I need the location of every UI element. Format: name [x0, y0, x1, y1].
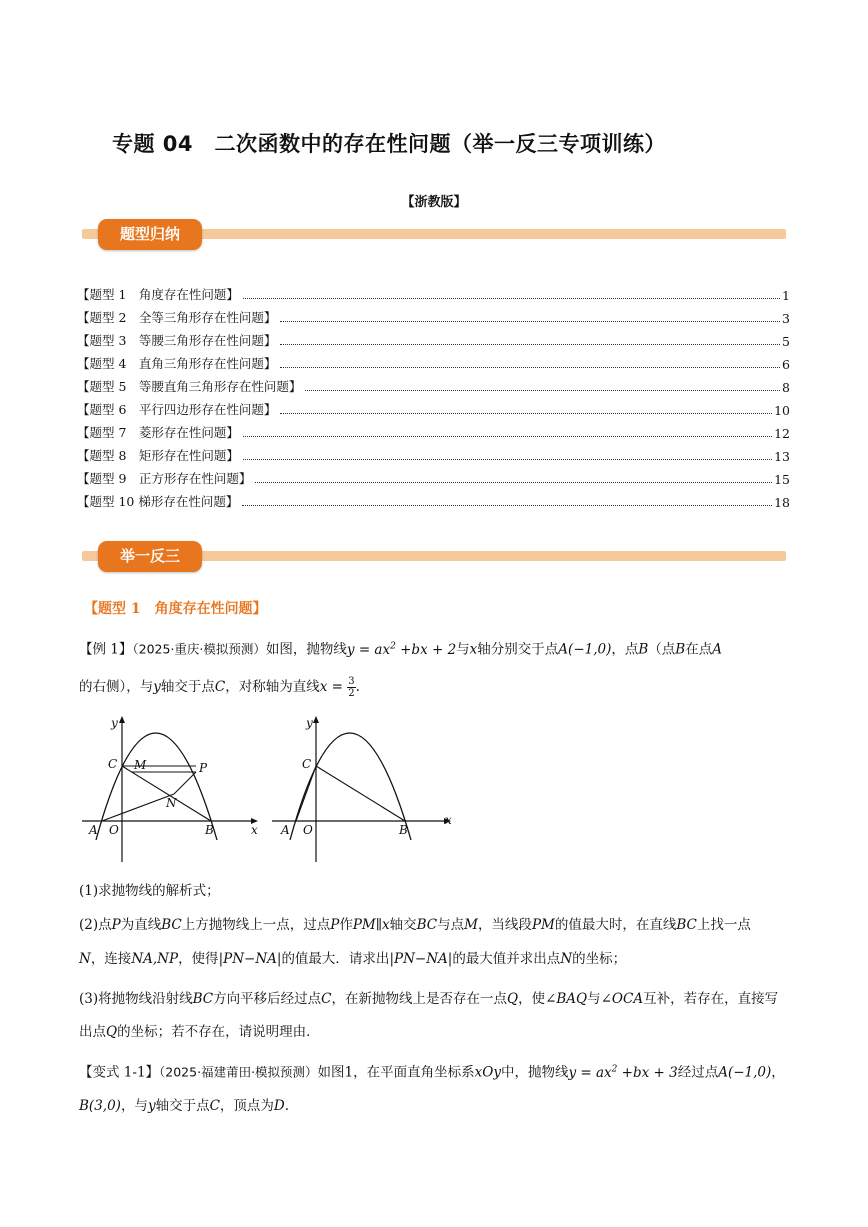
- toc-item[interactable]: [77, 398, 790, 418]
- label-y: y: [306, 716, 313, 730]
- math-var: ∠BAQ: [545, 991, 588, 1007]
- text-run: ，点: [611, 641, 639, 658]
- math-var: C: [209, 1097, 220, 1114]
- toc-item-label: 【题型 2 全等三角形存在性问题】: [77, 310, 277, 325]
- text-run: ，使得: [178, 951, 219, 967]
- text-run: ，当线段: [477, 917, 532, 933]
- toc-item-page: 3: [782, 311, 790, 326]
- text-run: 与点: [437, 917, 465, 933]
- toc-leader: [305, 390, 780, 391]
- text-run: 作: [339, 917, 353, 933]
- text-run: 轴交于点: [155, 1097, 210, 1114]
- line-bc: [316, 766, 405, 821]
- text-run: 在点: [685, 641, 713, 658]
- toc-item-page: 12: [774, 426, 790, 441]
- math-var: C: [321, 991, 332, 1007]
- math-var: P: [111, 917, 121, 933]
- math-var: |PN−NA|: [218, 951, 282, 967]
- y-axis-arrow: [119, 716, 125, 723]
- label-b: B: [205, 823, 214, 837]
- question-3: [79, 983, 791, 1049]
- text-run: .: [355, 679, 360, 695]
- math-var: xOy: [474, 1064, 501, 1081]
- text-run: 与: [587, 991, 601, 1007]
- label-o: O: [109, 823, 119, 837]
- line-pn: [174, 772, 196, 794]
- example-1-figures: [78, 712, 468, 867]
- toc-item-page: 13: [774, 449, 790, 464]
- text-run: (2)点: [79, 917, 112, 933]
- toc-item-page: 8: [782, 380, 790, 395]
- page-title: 专题 04 二次函数中的存在性问题（举一反三专项训练）: [112, 132, 667, 156]
- example-1-text: [79, 635, 791, 661]
- math-var: BC: [161, 917, 182, 933]
- y-axis-arrow: [313, 716, 319, 723]
- toc-item[interactable]: [77, 375, 790, 395]
- text-run: 为直线: [120, 917, 162, 933]
- example-tag: 【例 1】: [79, 641, 133, 658]
- text-run: 轴分别交于点: [477, 641, 559, 658]
- math-run: +bx + 3: [617, 1064, 678, 1081]
- text-run: 如图，抛物线: [265, 641, 347, 658]
- toc-item[interactable]: [77, 306, 790, 326]
- toc-item-label: 【题型 10 梯形存在性问题】: [77, 494, 239, 509]
- text-run: ，连接: [90, 951, 132, 967]
- toc-item-label: 【题型 6 平行四边形存在性问题】: [77, 402, 277, 417]
- question-2-line2: [79, 948, 791, 970]
- text-run: 轴交: [389, 917, 417, 933]
- text-run: ，在新抛物线上是否存在一点: [331, 991, 507, 1007]
- math-var: A(−1,0): [718, 1064, 772, 1081]
- math-var: NA,NP: [131, 951, 179, 967]
- text-run: ，对称轴为直线: [225, 679, 320, 695]
- figure-1: [82, 716, 258, 862]
- text-run: 的值最大．请求出: [281, 951, 390, 967]
- toc-item-page: 6: [782, 357, 790, 372]
- summary-banner-tab: 题型归纳: [98, 219, 202, 250]
- toc-leader: [280, 413, 772, 414]
- math-var: ∠OCA: [600, 991, 644, 1007]
- toc-item-page: 18: [774, 495, 790, 510]
- toc-leader: [280, 344, 780, 345]
- toc-leader: [255, 482, 772, 483]
- math-var: B: [675, 641, 686, 658]
- label-a: A: [89, 823, 98, 837]
- question-1: (1)求抛物线的解析式；: [79, 883, 220, 899]
- math-var: B(3,0): [79, 1097, 121, 1114]
- math-var: Q: [506, 991, 519, 1007]
- fraction-denominator: 2: [348, 688, 355, 699]
- math-var: M: [464, 917, 478, 933]
- text-run: 互补，若存在，直接写出点: [79, 991, 779, 1040]
- text-run: 的坐标；若不存在，请说明理由．: [117, 1024, 320, 1040]
- toc-item-page: 10: [774, 403, 790, 418]
- math-var: BC: [416, 917, 438, 933]
- variant-source: （2025·福建莆田·模拟预测）: [159, 1064, 318, 1080]
- math-var: y: [153, 679, 161, 695]
- math-expr: $y = ax^2 +bx + 2$: [346, 641, 457, 658]
- math-var: Q: [106, 1024, 118, 1040]
- math-var: D: [273, 1097, 285, 1114]
- toc-item-label: 【题型 7 菱形存在性问题】: [77, 425, 239, 440]
- toc-item-page: 5: [782, 334, 790, 349]
- text-run: 的最大值并求出点: [452, 951, 561, 967]
- math-var: B: [638, 641, 649, 658]
- text-run: 与: [456, 641, 470, 658]
- label-a: A: [281, 823, 290, 837]
- toc-item[interactable]: [77, 329, 790, 349]
- toc-item[interactable]: [77, 467, 790, 487]
- text-run: 的坐标；: [572, 951, 627, 967]
- practice-banner-tab: 举一反三: [98, 541, 202, 572]
- math-var: |PN−NA|: [389, 951, 453, 967]
- text-run: 上方抛物线上一点，过点: [181, 917, 331, 933]
- toc-leader: [280, 321, 780, 322]
- text-run: ，使: [518, 991, 546, 1007]
- math-var: A(−1,0): [558, 641, 612, 658]
- label-b: B: [399, 823, 408, 837]
- text-run: ，顶点为: [219, 1097, 274, 1114]
- math-var: PM: [531, 917, 555, 933]
- math-var: x =: [319, 679, 348, 695]
- toc-leader: [243, 436, 772, 437]
- toc-item[interactable]: [77, 421, 790, 441]
- label-p: P: [199, 761, 208, 775]
- math-run: y = ax: [568, 1064, 612, 1081]
- toc-item-page: 1: [782, 288, 790, 303]
- math-var: y: [147, 1097, 156, 1114]
- fraction: [347, 676, 355, 699]
- line-bc: [122, 766, 211, 821]
- line-an: [102, 794, 174, 821]
- label-x: x: [251, 823, 258, 837]
- text-run: 方向平移后经过点: [213, 991, 322, 1007]
- text-run: .: [284, 1097, 290, 1114]
- toc-leader: [243, 298, 780, 299]
- text-run: (3)将抛物线沿射线: [79, 991, 193, 1007]
- example-1-text-line2: [79, 676, 791, 699]
- text-run: ，与: [120, 1097, 148, 1114]
- toc-item[interactable]: [77, 490, 790, 510]
- math-var: x: [469, 641, 478, 658]
- label-y: y: [111, 716, 118, 730]
- toc-leader: [242, 505, 772, 506]
- text-run: 上找一点: [696, 917, 751, 933]
- text-run: 经过点: [677, 1064, 719, 1081]
- toc-item[interactable]: [77, 444, 790, 464]
- math-var: PM∥x: [352, 917, 390, 933]
- label-c: C: [302, 757, 312, 771]
- text-run: 的值最大时，在直线: [554, 917, 677, 933]
- toc-leader: [280, 367, 780, 368]
- toc-item-page: 15: [774, 472, 790, 487]
- variant-tag: 【变式 1-1】: [79, 1064, 160, 1081]
- math-run: +bx + 2: [395, 641, 457, 658]
- math-var: N: [560, 951, 573, 967]
- math-expr: $y = ax^2 +bx + 3$: [568, 1064, 678, 1081]
- figure-2: [272, 716, 452, 862]
- math-run: y = ax: [346, 641, 391, 658]
- toc-item[interactable]: [77, 352, 790, 372]
- example-source: （2025·重庆·模拟预测）: [132, 641, 266, 657]
- math-var: BC: [192, 991, 214, 1007]
- math-var: C: [214, 679, 226, 695]
- toc-item-label: 【题型 4 直角三角形存在性问题】: [77, 356, 277, 371]
- toc-item-label: 【题型 1 角度存在性问题】: [77, 287, 239, 302]
- toc-item-label: 【题型 5 等腰直角三角形存在性问题】: [77, 379, 302, 394]
- text-run: （点: [648, 641, 676, 658]
- toc-item[interactable]: [77, 283, 790, 303]
- math-var: P: [330, 917, 340, 933]
- text-run: 如图1，在平面直角坐标系: [317, 1064, 475, 1081]
- text-run: 的右侧），与: [79, 679, 154, 695]
- fraction-numerator: 3: [348, 676, 355, 687]
- toc-leader: [243, 459, 772, 460]
- text-run: 中，抛物线: [500, 1064, 569, 1081]
- math-var: A: [712, 641, 722, 658]
- toc-item-label: 【题型 3 等腰三角形存在性问题】: [77, 333, 277, 348]
- section-heading: 【题型 1 角度存在性问题】: [84, 601, 267, 617]
- variant-1-1-text: [79, 1053, 791, 1123]
- question-2: [79, 914, 791, 936]
- toc-item-label: 【题型 9 正方形存在性问题】: [77, 471, 252, 486]
- text-run: ，: [771, 1064, 785, 1081]
- label-c: C: [108, 757, 118, 771]
- edition-label: 【浙教版】: [401, 195, 467, 210]
- text-run: 轴交于点: [160, 679, 215, 695]
- label-o: O: [303, 823, 313, 837]
- label-m: M: [134, 758, 147, 772]
- toc-item-label: 【题型 8 矩形存在性问题】: [77, 448, 239, 463]
- math-var: N: [79, 951, 91, 967]
- label-n: N: [166, 796, 177, 810]
- line-ac: [296, 766, 316, 821]
- math-var: BC: [676, 917, 697, 933]
- label-x: x: [445, 813, 452, 827]
